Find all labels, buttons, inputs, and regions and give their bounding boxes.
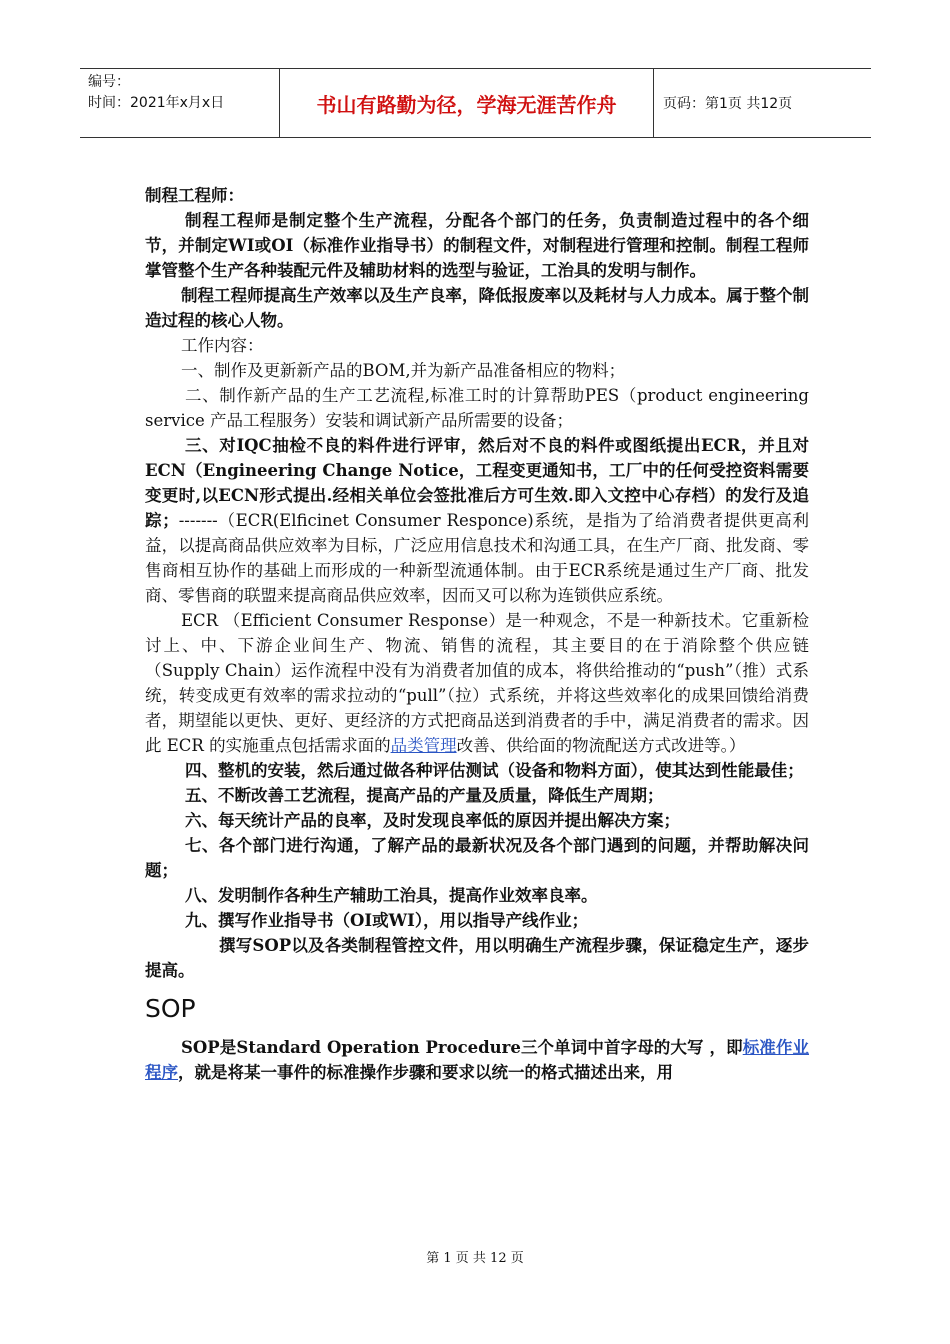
sop-text-after: ，就是将某一事件的标准操作步骤和要求以统一的格式描述出来，用 bbox=[178, 1063, 673, 1082]
document-body bbox=[145, 183, 809, 1085]
work-item-1: 一、制作及更新新产品的BOM,并为新产品准备相应的物料； bbox=[181, 361, 626, 380]
sop-paragraph bbox=[145, 1035, 809, 1085]
number-label: 编号： bbox=[88, 74, 130, 90]
work-item-4: 四、整机的安装，然后通过做各种评估测试（设备和物料方面），使其达到性能最佳； bbox=[185, 761, 804, 780]
section-title: 制程工程师： bbox=[145, 186, 244, 205]
ecr-text-after: 改善、供给面的物流配送方式改进等。） bbox=[456, 736, 746, 755]
ecr-text-before: ECR （Efficient Consumer Response）是一种观念，不是一种新技术。它重新检讨上、中、下游企业间生产、物流、销售的流程，其主要目的在于消除整个供应链（Supply Chain）运作流程中没有为消费者加值的成本，将供给推动的“push”（推）式系统，转变成更有效率的需求拉动的“pull”（拉）式系统，并将这些效率化的成果回馈给消费者，期望能以更快、更好、更经济的方式把商品送到消费者的手中，满足消费者的需求。因此 ECR 的实施重点包括需求面的 bbox=[145, 611, 809, 755]
ecr-paragraph bbox=[145, 608, 809, 758]
work-item-7: 七、各个部门进行沟通，了解产品的最新状况及各个部门遇到的问题，并帮助解决问题； bbox=[145, 836, 809, 880]
sop-definition-link[interactable]: 标准作业程序 bbox=[145, 1038, 810, 1082]
sop-heading: SOP bbox=[145, 994, 196, 1023]
work-content-label: 工作内容： bbox=[181, 336, 264, 355]
category-management-link[interactable]: 品类管理 bbox=[390, 736, 457, 755]
work-item-6: 六、每天统计产品的良率，及时发现良率低的原因并提出解决方案； bbox=[185, 811, 680, 830]
header-motto: 书山有路勤为径，学海无涯苦作舟 bbox=[280, 69, 654, 137]
page-footer: 第 1 页 共 12 页 bbox=[426, 1251, 524, 1266]
header-meta bbox=[80, 69, 280, 137]
time-label: 时间：2021年x月x日 bbox=[88, 95, 225, 111]
sop-text-before: SOP是Standard Operation Procedure三个单词中首字母的大写 ，即 bbox=[181, 1038, 743, 1057]
work-item-5: 五、不断改善工艺流程，提高产品的产量及质量，降低生产周期； bbox=[185, 786, 664, 805]
work-item-3-bold: 三、对IQC抽检不良的料件进行评审，然后对不良的料件或图纸提出ECR，并且对ECN（Engineering Change Notice，工程变更通知书，工厂中的任何受控资料需要变更时,以ECN形式提出.经相关单位会签批准后方可生效.即入文控中心存档）的发行及追踪； bbox=[145, 436, 809, 530]
intro-paragraph-2: 制程工程师提高生产效率以及生产良率，降低报废率以及耗材与人力成本。属于整个制造过程的核心人物。 bbox=[145, 286, 809, 330]
page-header bbox=[80, 68, 871, 138]
header-page-info: 页码：第1页 共12页 bbox=[663, 96, 793, 112]
work-item-3-ecr-note: -------（ECR(Elficinet Consumer Responce)系统，是指为了给消费者提供更高利益，以提高商品供应效率为目标，广泛应用信息技术和沟通工具，在生产厂商、批发商、零售商相互协作的基础上而形成的一种新型流通体制。由于ECR系统是通过生产厂商、批发商、零售商的联盟来提高商品供应效率，因而又可以称为连锁供应系统。 bbox=[145, 511, 810, 605]
work-item-2: 二、制作新产品的生产工艺流程,标准工时的计算帮助PES（product engineering service 产品工程服务）安装和调试新产品所需要的设备； bbox=[145, 386, 809, 430]
work-item-8: 八、发明制作各种生产辅助工治具，提高作业效率良率。 bbox=[185, 886, 598, 905]
intro-paragraph-1: 制程工程师是制定整个生产流程，分配各个部门的任务，负责制造过程中的各个细节，并制定WI或OI（标准作业指导书）的制程文件，对制程进行管理和控制。制程工程师掌管整个生产各种装配元件及辅助材料的选型与验证，工治具的发明与制作。 bbox=[145, 211, 809, 280]
work-item-9: 九、撰写作业指导书（OI或WI），用以指导产线作业； bbox=[185, 911, 589, 930]
work-item-3 bbox=[145, 433, 809, 608]
work-item-9-sub: 撰写SOP以及各类制程管控文件，用以明确生产流程步骤，保证稳定生产，逐步提高。 bbox=[145, 936, 809, 980]
